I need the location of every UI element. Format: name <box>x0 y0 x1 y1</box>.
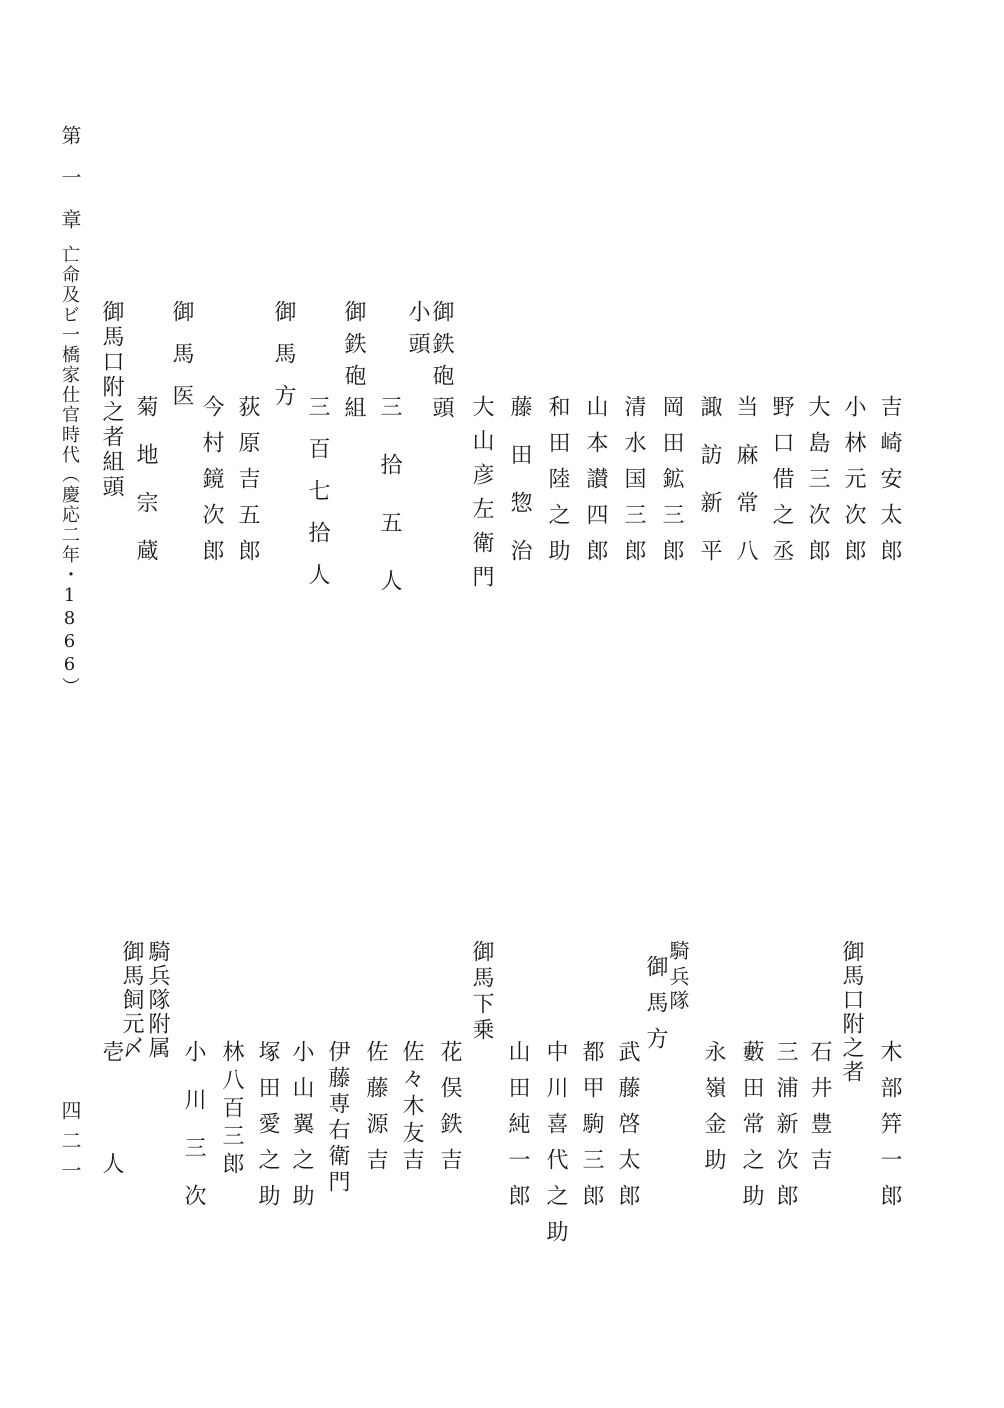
umakata-name-2: 今村鏡次郎 <box>199 395 224 575</box>
page-number: 四二一 <box>58 1100 82 1190</box>
umagejo-name-2: 佐々木友吉 <box>399 1040 424 1175</box>
umakata-name-1: 荻原吉五郎 <box>235 395 260 575</box>
kaimoto-count: 壱人 <box>99 1040 124 1264</box>
upper-name-8: 清水国三郎 <box>621 395 646 575</box>
kihei-name-1: 武藤啓太郎 <box>615 1040 640 1220</box>
upper-name-4: 野口借之丞 <box>769 395 794 575</box>
upper-name-7: 岡田鉱三郎 <box>659 395 684 575</box>
running-head-title: 亡命及ビ一橋家仕官時代（慶応二年・1866） <box>59 245 80 697</box>
umagejo-name-8: 小川三次 <box>181 1040 206 1232</box>
section-title-kuchitsuki: 御馬口附之者 <box>839 940 864 1084</box>
upper-name-12: 大山彦左衛門 <box>469 395 494 599</box>
section-title-teppo-gashira: 御鉄砲頭 <box>429 300 454 428</box>
kuchitsuki-name-3: 藪田常之助 <box>739 1040 764 1220</box>
section-title-kihei-tai: 隊 <box>666 990 690 1010</box>
section-title-kihei: 騎兵 <box>666 940 690 992</box>
upper-name-10: 和田陸之助 <box>545 395 570 575</box>
running-head-chapter: 第一章 <box>58 125 82 251</box>
upper-name-11: 藤田惣治 <box>507 395 532 587</box>
upper-name-3: 大島三次郎 <box>805 395 830 575</box>
section-title-umagejo: 御馬下乗 <box>469 940 494 1044</box>
section-title-kuchitsuki-kumigashira: 御馬口附之者組頭 <box>99 300 124 500</box>
kuchitsuki-name-4: 永嶺金助 <box>701 1040 726 1184</box>
umagejo-name-7: 林八百三郎 <box>219 1040 244 1180</box>
bai-name-1: 菊地宗蔵 <box>133 395 158 587</box>
section-title-teppo-gumi: 御鉄砲組 <box>341 300 366 428</box>
section-title-bai: 御馬医 <box>169 300 194 426</box>
section-title-umakata: 御馬方 <box>271 300 296 426</box>
section-title-kogashira: 小頭 <box>405 300 430 364</box>
section-title-kaimoto: 御馬飼元〆 <box>119 940 144 1060</box>
upper-name-1: 吉崎安太郎 <box>877 395 902 575</box>
umagejo-name-1: 花俣鉄吉 <box>437 1040 462 1184</box>
upper-name-5: 当麻常八 <box>733 395 758 587</box>
kihei-name-3: 中川喜代之助 <box>543 1040 568 1256</box>
teppo-gashira-count: 三拾五人 <box>377 395 402 627</box>
section-title-umakata-lower: 御馬方 <box>643 955 668 1063</box>
upper-name-9: 山本讃四郎 <box>583 395 608 575</box>
teppo-gumi-count: 三百七拾人 <box>305 395 330 605</box>
umagejo-name-4: 伊藤専右衛門 <box>325 1040 350 1196</box>
upper-name-6: 諏訪新平 <box>697 395 722 587</box>
kuchitsuki-name-2: 三浦新次郎 <box>773 1040 798 1220</box>
kihei-name-2: 都甲駒三郎 <box>579 1040 604 1220</box>
kuchitsuki-name-1: 石井豊吉 <box>807 1040 832 1184</box>
lower-name-kibe: 木部筓一郎 <box>877 1040 902 1220</box>
section-title-kihei-fuzoku: 騎兵隊附属 <box>145 940 170 1060</box>
kihei-name-4: 山田純一郎 <box>505 1040 530 1220</box>
upper-name-2: 小林元次郎 <box>841 395 866 575</box>
umagejo-name-3: 佐藤源吉 <box>363 1040 388 1184</box>
umagejo-name-5: 小山翼之助 <box>289 1040 314 1220</box>
umagejo-name-6: 塚田愛之助 <box>255 1040 280 1220</box>
